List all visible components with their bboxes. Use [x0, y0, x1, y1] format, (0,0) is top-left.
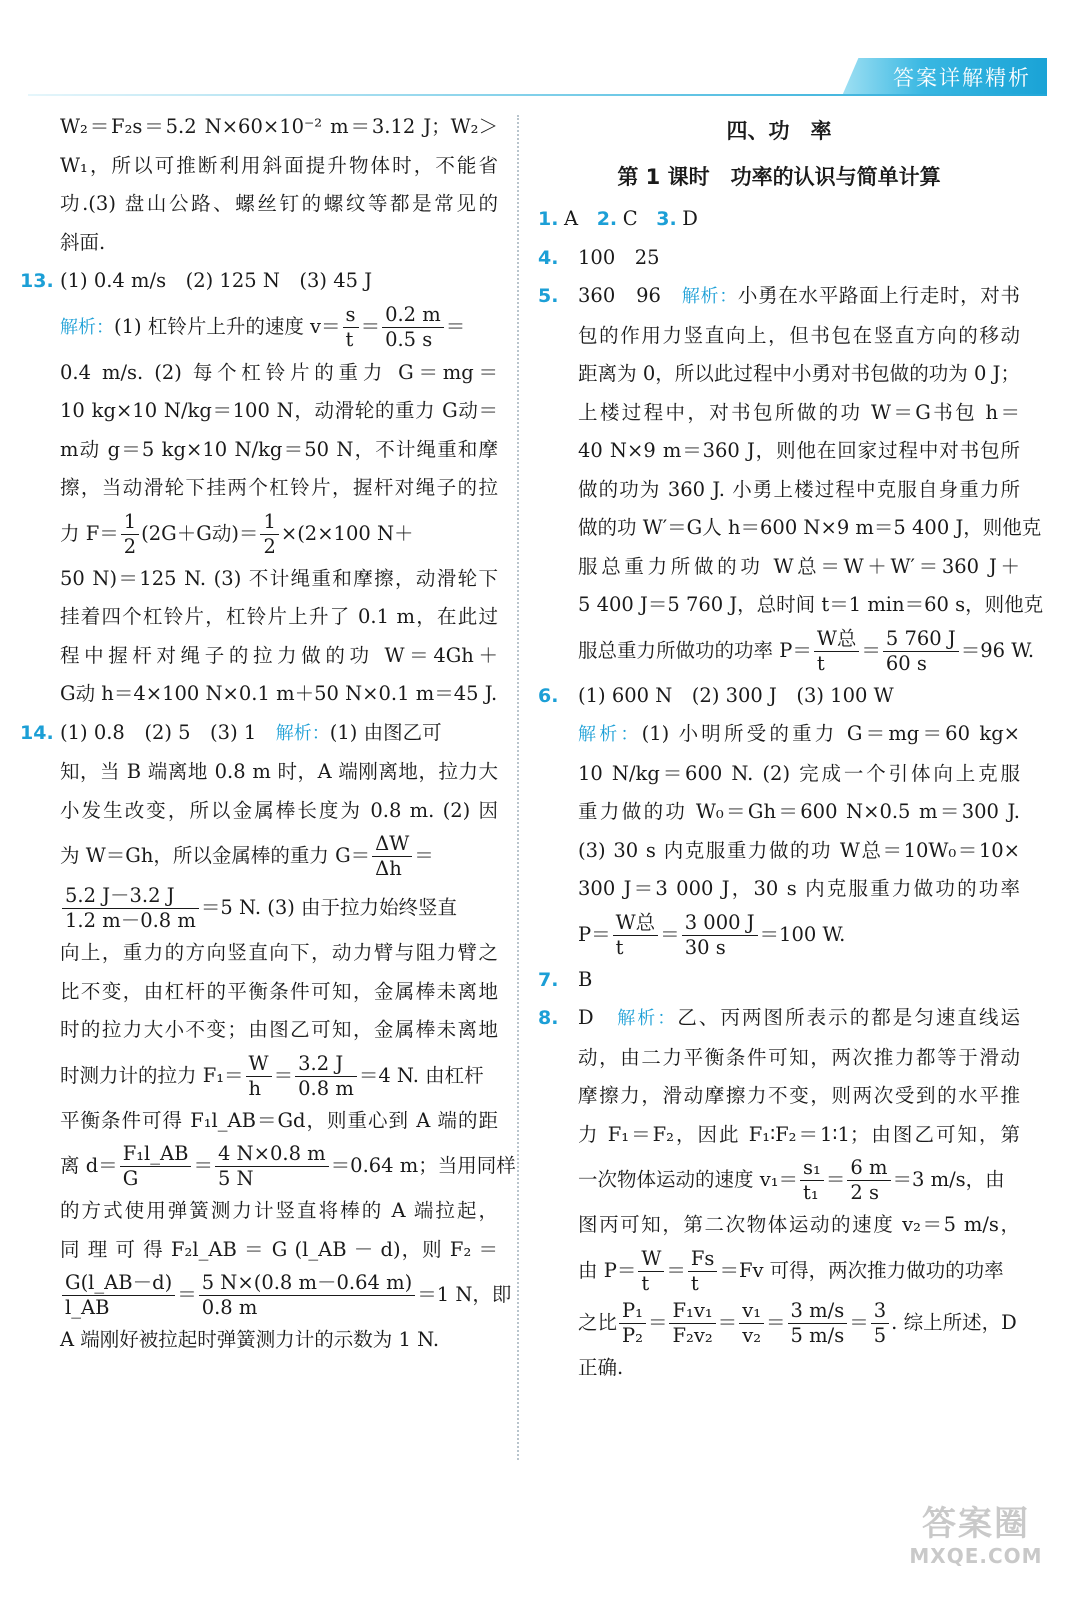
answer-text: (1) 0.8 (2) 5 (3) 1	[60, 720, 276, 744]
text-line: 做的功为 360 J. 小勇上楼过程中克服自身重力所	[578, 477, 1020, 501]
text-line: 50 N)＝125 N. (3) 不计绳重和摩擦，动滑轮下	[60, 566, 498, 590]
question-number: 5.	[538, 285, 559, 307]
fraction: $\frac{0.2 m}{0.5 s}$	[382, 303, 444, 352]
fraction: $\frac{\text{s₁}}{\text{t₁}}$	[800, 1156, 824, 1205]
text-line: 图丙可知，第二次物体运动的速度 v₂＝5 m/s，	[578, 1213, 1020, 1236]
text-line: 比不变，由杠杆的平衡条件可知，金属棒未离地	[60, 979, 498, 1003]
fraction: $\frac{5 N\times(0.8 m-0.64 m)}{0.8 m}$	[199, 1271, 416, 1320]
analysis-label: 解析：	[578, 724, 642, 745]
text-line: 擦，当动滑轮下挂两个杠铃片，握杆对绳子的拉	[60, 476, 498, 499]
question-8: 8. D 解析：乙、丙两图所表示的都是匀速直线运 动，由二力平衡条件可知，两次推力都等于滑动 摩擦力，滑动摩擦力不变，则两次受到的水平推 力 F₁＝F₂，因此 F₁∶F₂＝1∶1；由图乙可知，第 一次物体运动的速度 v₁＝ $\frac{\text{s₁}}{\text{t₁}}$ ＝ $\frac{6 m}{2 s}$ ＝3 m/s，由 图丙可知，第二次物体运动的速度 v₂＝5 m/s， 由 P＝ $\frac{W}{t}$ ＝ $\frac{Fs}{t}$ ＝Fv 可得，两次推力做功的功率 之比 $\frac{\text{P₁}}{\text{P₂}}$ ＝ $\frac{\text{F₁v₁}}{\text{F₂v₂}}$ ＝ $\frac{\text{v₁}}{\text{v₂}}$ ＝ $\frac{3 m/s}{5 m/s}$ ＝ $\frac{3}{5}$ . 综上所述，D 正确.	[538, 999, 1020, 1387]
text-line: 重力做的功 W₀＝Gh＝600 N×0.5 m＝300 J.	[578, 800, 1020, 823]
text-line: 挂着四个杠铃片，杠铃片上升了 0.1 m，在此过	[60, 605, 498, 628]
fraction: $\frac{W}{t}$	[638, 1247, 664, 1296]
text-line: 向上，重力的方向竖直向下，动力臂与阻力臂之	[60, 941, 498, 964]
text-line: 程中握杆对绳子的拉力做的功 W＝4Gh＋	[60, 643, 498, 667]
question-number: 13.	[20, 270, 54, 292]
fraction: $\frac{\text{P₁}}{\text{P₂}}$	[619, 1299, 646, 1348]
question-number: 6.	[538, 684, 559, 707]
question-4	[538, 239, 1020, 278]
right-column	[538, 108, 1044, 1387]
question-1-3: 1. A 2. C 3. D	[538, 207, 698, 230]
section-title: 四、功 率	[726, 119, 832, 143]
text-line: 力 F₁＝F₂，因此 F₁∶F₂＝1∶1；由图乙可知，第	[578, 1122, 1020, 1146]
text-line: 功.(3) 盘山公路、螺丝钉的螺纹等都是常见的	[60, 192, 498, 215]
analysis-label: 解析：	[617, 1008, 678, 1029]
answer-text: D	[578, 1006, 618, 1029]
text-line: 40 N×9 m＝360 J，则他在回家过程中对书包所	[578, 439, 1020, 462]
page-header	[0, 0, 1087, 100]
text-line: 做的功 W′＝G人 h＝600 N×9 m＝5 400 J，则他克	[578, 516, 1042, 539]
text-line: 平衡条件可得 F₁l_AB＝Gd，则重心到 A 端的距	[60, 1108, 498, 1132]
fraction: $\frac{\text{v₁}}{\text{v₂}}$	[739, 1299, 764, 1348]
fraction: $\frac{Fs}{t}$	[688, 1247, 718, 1296]
text-line: 的方式使用弹簧测力计竖直将棒的 A 端拉起，	[60, 1199, 498, 1222]
text-line: A 端刚好被拉起时弹簧测力计的示数为 1 N.	[60, 1328, 440, 1351]
question-5: 5. 360 96 解析：小勇在水平路面上行走时，对书 包的作用力竖直向上，但书包在竖直方向的移动 距离为 0，所以此过程中小勇对书包做的功为 0 J； 上楼过程中，对书包所做的功 W＝G书包 h＝ 40 N×9 m＝360 J，则他在回家过程中对书包所 做的功为 360 J. 小勇上楼过程中克服自身重力所 做的功 W′＝G人 h＝600 N×9 m＝5 400 J，则他克 服总重力所做的功 W总＝W＋W′＝360 J＋ 5 400 J＝5 760 J，总时间 t＝1 min＝60 s，则他克 服总重力所做功的功率 P＝ W总 t ＝ $\frac{5 760 J}{60 s}$ ＝96 W.	[538, 277, 1020, 677]
answer-text: (1) 0.4 m/s (2) 125 N (3) 45 J	[60, 269, 373, 292]
fraction: $\frac{3 m/s}{5 m/s}$	[788, 1299, 848, 1348]
fraction: $\frac{3 000 J}{30 s}$	[682, 911, 758, 960]
question-number: 8.	[538, 1007, 559, 1029]
fraction: $\frac{G(l\_AB-d)}{l\_AB}$	[62, 1271, 175, 1320]
text-line: 10 N/kg＝600 N. (2) 完成一个引体向上克服	[578, 761, 1020, 785]
fraction: $\frac{5.2 J-3.2 J}{1.2 m-0.8 m}$	[62, 884, 199, 933]
answer-text: 360 96	[578, 284, 682, 307]
text-line: 斜面.	[60, 230, 106, 254]
text-line: 小发生改变，所以金属棒长度为 0.8 m. (2) 因	[60, 798, 498, 822]
text-line: 动，由二力平衡条件可知，两次推力都等于滑动	[578, 1045, 1020, 1069]
text-line: 摩擦力，滑动摩擦力不变，则两次受到的水平推	[578, 1084, 1020, 1107]
text-line: 上楼过程中，对书包所做的功 W＝G书包 h＝	[578, 400, 1020, 424]
text-line: 正确.	[578, 1355, 624, 1379]
text-line: m动 g＝5 kg×10 N/kg＝50 N，不计绳重和摩	[60, 437, 498, 461]
question-number: 4.	[538, 246, 559, 269]
text-line: 300 J＝3 000 J，30 s 内克服重力做功的功率	[578, 877, 1020, 900]
fraction: $\frac{W}{h}$	[246, 1052, 272, 1101]
column-divider	[517, 115, 519, 1460]
text-line: 服总重力所做的功 W总＝W＋W′＝360 J＋	[578, 554, 1020, 578]
fraction: $\frac{1}{2}$	[121, 510, 139, 559]
text-line: 0.4 m/s. (2) 每个杠铃片的重力 G＝mg＝	[60, 360, 498, 384]
answer-text: 100 25	[578, 245, 660, 269]
watermark-logo: 答案圈 MXQE.COM	[909, 1504, 1043, 1568]
analysis-label: 解析：	[60, 316, 114, 338]
lesson-title: 第 1 课时 功率的认识与简单计算	[617, 165, 941, 189]
fraction: $\frac{5 760 J}{60 s}$	[883, 627, 959, 676]
header-title: 答案详解精析	[893, 66, 1031, 90]
question-7	[538, 961, 1020, 1000]
continued-answer	[20, 108, 498, 262]
left-column	[20, 108, 516, 1360]
analysis-label: 解析：	[275, 722, 330, 744]
text-line: 同 理 可 得 F₂l_AB ＝ G (l_AB － d)，则 F₂ ＝	[60, 1237, 498, 1261]
text-line: G动 h＝4×100 N×0.1 m＋50 N×0.1 m＝45 J.	[60, 682, 498, 705]
text-line: 时的拉力大小不变；由图乙可知，金属棒未离地	[60, 1018, 498, 1041]
text-line: 距离为 0，所以此过程中小勇对书包做的功为 0 J；	[578, 362, 1020, 385]
text-line: W₁，所以可推断利用斜面提升物体时，不能省	[60, 153, 498, 177]
analysis-label: 解析：	[681, 286, 738, 307]
text-line: (3) 30 s 内克服重力做的功 W总＝10W₀＝10×	[578, 838, 1020, 862]
fraction: $\frac{3}{5}$	[871, 1299, 889, 1348]
answer-text: (1) 600 N (2) 300 J (3) 100 W	[578, 683, 894, 707]
text-line: 包的作用力竖直向上，但书包在竖直方向的移动	[578, 323, 1020, 347]
text-line: 10 kg×10 N/kg＝100 N，动滑轮的重力 G动＝	[60, 399, 498, 422]
fraction: $\frac{s}{t}$	[343, 303, 359, 352]
fraction: $\frac{3.2 J}{0.8 m}$	[295, 1052, 357, 1101]
fraction: $\frac{\text{F₁v₁}}{\text{F₂v₂}}$	[669, 1299, 715, 1348]
text-line: 5 400 J＝5 760 J，总时间 t＝1 min＝60 s，则他克	[578, 593, 1044, 616]
fraction: $\frac{\Delta W}{\Delta h}$	[372, 832, 412, 881]
text-line: W₂＝F₂s＝5.2 N×60×10⁻² m＝3.12 J；W₂＞	[60, 115, 498, 138]
fraction: W总 t	[814, 627, 860, 676]
question-6: 6. (1) 600 N (2) 300 J (3) 100 W 解析：(1) 小明所受的重力 G＝mg＝60 kg× 10 N/kg＝600 N. (2) 完成一个引体向上克服 重力做的功 W₀＝Gh＝600 N×0.5 m＝300 J. (3) 30 s 内克服重力做的功 W总＝10W₀＝10× 300 J＝3 000 J，30 s 内克服重力做功的功率 P＝ W总 t ＝ $\frac{3 000 J}{30 s}$ ＝100 W.	[538, 677, 1020, 961]
question-number: 7.	[538, 968, 559, 991]
fraction: W总 t	[613, 911, 659, 960]
fraction: $\frac{6 m}{2 s}$	[847, 1156, 890, 1205]
answer-text: B	[578, 967, 593, 991]
question-13: 13. (1) 0.4 m/s (2) 125 N (3) 45 J 解析：(1) 杠铃片上升的速度 v＝ $\frac{s}{t}$ ＝ $\frac{0.2 m}{0.5 s}$ ＝ 0.4 m/s. (2) 每个杠铃片的重力 G＝mg＝ 10 kg×10 N/kg＝100 N，动滑轮的重力 G动＝ m动 g＝5 kg×10 N/kg＝50 N，不计绳重和摩 擦，当动滑轮下挂两个杠铃片，握杆对绳子的拉 力 F＝ $\frac{1}{2}$ (2G＋G动)＝ $\frac{1}{2}$ ×(2×100 N＋ 50 N)＝125 N. (3) 不计绳重和摩擦，动滑轮下 挂着四个杠铃片，杠铃片上升了 0.1 m，在此过 程中握杆对绳子的拉力做的功 W＝4Gh＋ G动 h＝4×100 N×0.1 m＋50 N×0.1 m＝45 J.	[20, 262, 498, 714]
text-line: 知，当 B 端离地 0.8 m 时，A 端刚离地，拉力大	[60, 760, 498, 783]
fraction: $\frac{1}{2}$	[260, 510, 278, 559]
fraction: $\frac{\text{F₁l\_AB}}{G}$	[120, 1142, 192, 1191]
question-number: 14.	[20, 721, 54, 744]
question-14: 14. (1) 0.8 (2) 5 (3) 1 解析：(1) 由图乙可 知，当 B 端离地 0.8 m 时，A 端刚离地，拉力大 小发生改变，所以金属棒长度为 0.8 m. (2) 因 为 W＝Gh，所以金属棒的重力 G＝ $\frac{\Delta W}{\Delta h}$ ＝ $\frac{5.2 J-3.2 J}{1.2 m-0.8 m}$ ＝5 N. (3) 由于拉力始终竖直 向上，重力的方向竖直向下，动力臂与阻力臂之 比不变，由杠杆的平衡条件可知，金属棒未离地 时的拉力大小不变；由图乙可知，金属棒未离地 时测力计的拉力 F₁＝ $\frac{W}{h}$ ＝ $\frac{3.2 J}{0.8 m}$ ＝4 N. 由杠杆 平衡条件可得 F₁l_AB＝Gd，则重心到 A 端的距 离 d＝ $\frac{\text{F₁l\_AB}}{G}$ ＝ $\frac{4 N\times 0.8 m}{5 N}$ ＝0.64 m；当用同样 的方式使用弹簧测力计竖直将棒的 A 端拉起， 同 理 可 得 F₂l_AB ＝ G (l_AB － d)，则 F₂ ＝ $\frac{G(l\_AB-d)}{l\_AB}$ ＝ $\frac{5 N\times(0.8 m-0.64 m)}{0.8 m}$ ＝1 N，即 A 端刚好被拉起时弹簧测力计的示数为 1 N.	[20, 714, 498, 1360]
fraction: $\frac{4 N\times 0.8 m}{5 N}$	[215, 1142, 329, 1191]
header-rule	[28, 94, 1047, 96]
